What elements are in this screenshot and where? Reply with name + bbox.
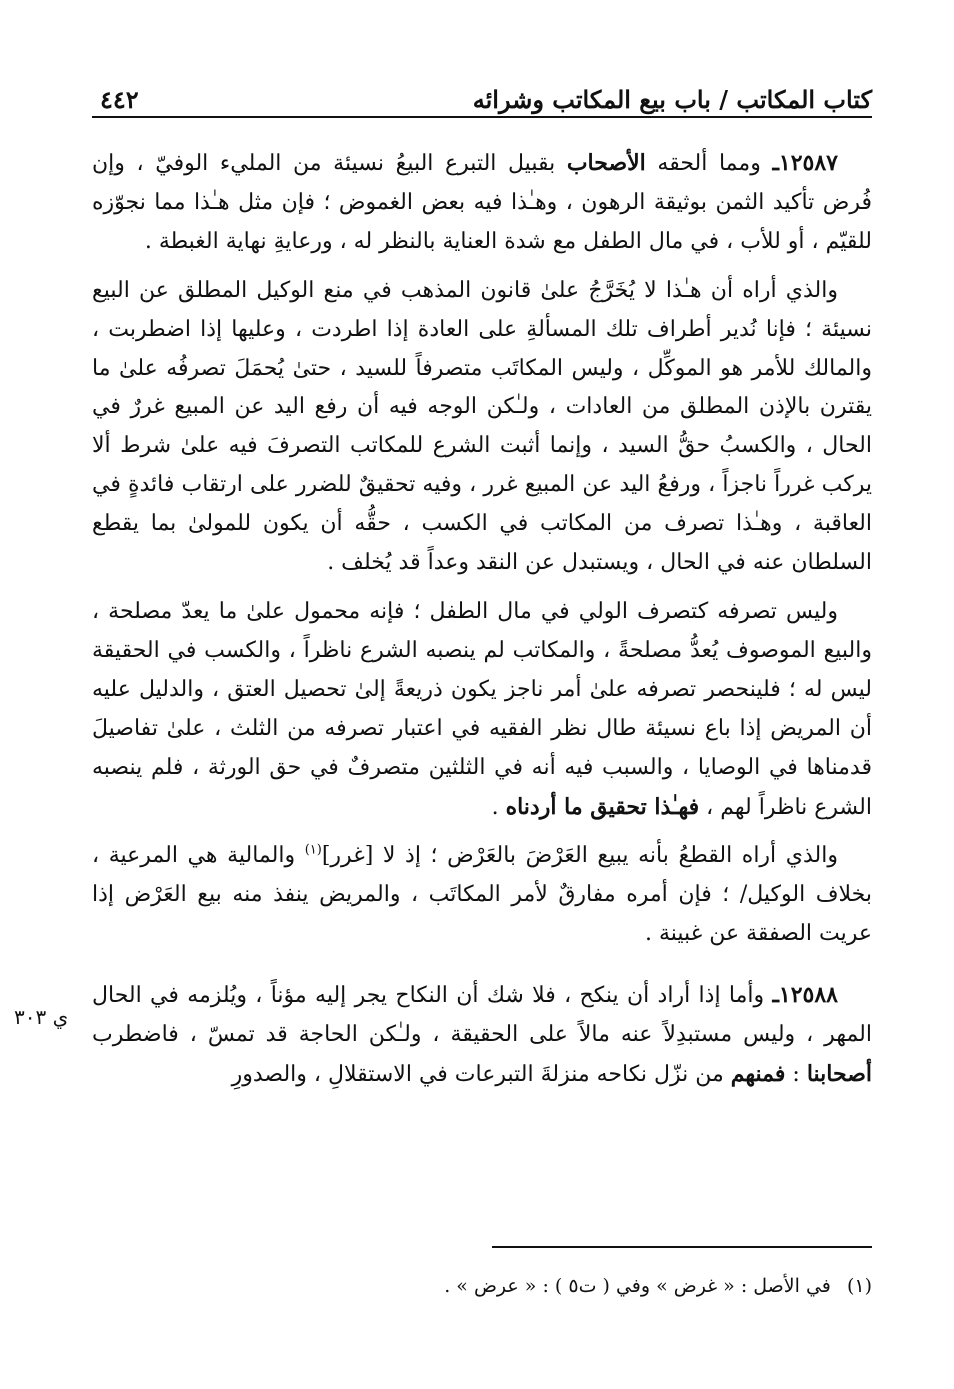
paragraph-12588 — [92, 976, 872, 1095]
bold-phrase: فهـٰذا تحقيق ما أردناه — [505, 793, 700, 820]
book-page — [92, 72, 872, 1105]
footnote-text: في الأصل : « غرض » وفي ( ت٥ ) : « عرض » . — [444, 1275, 831, 1297]
bold-term: الأصحاب — [566, 150, 646, 176]
text-segment: . — [491, 794, 506, 820]
text-segment: بقبيل التبرع البيعُ نسيئة من المليء الوفيّ ، وإن فُرض تأكيد الثمن بوثيقة الرهون ، وهـٰذا فيه بعض الغموض ؛ فإن مثل هـٰذا مما نجوّزه للقيّم ، أو للأب ، في مال الطفل مع شدة العناية بالنظر له ، ورعايةِ نهاية الغبطة . — [92, 151, 872, 254]
paragraph — [92, 837, 872, 954]
paragraph-12587 — [92, 144, 872, 262]
paragraph: والذي أراه أن هـٰذا لا يُخَرَّجُ علىٰ قانون المذهب في منع الوكيل المطلق عن البيع نسيئة ؛ فإنا نُدير أطراف تلك المسألةِ على العادة إذا اطردت ، وعليها إذا اضطربت ، والمالك للأمر هو الموكِّل ، وليس المكاتَب متصرفاً للسيد ، حتىٰ يُحمَلَ تصرفُه علىٰ ما يقترن بالإذن المطلق من العادات ، ولـٰكن الوجه فيه أن رفع اليد عن المبيع غررٌ في الحال ، والكسبُ حقُّ السيد ، وإنما أثبت الشرع للمكاتب التصرفَ فيه علىٰ شرط ألا يركب غرراً ناجزاً ، ورفعُ اليد عن المبيع غرر ، وفيه تحقيقٌ للضرر على ارتقاب فائدةٍ في العاقبة ، وهـٰذا تصرف من المكاتب في الكسب ، حقُّه أن يكون للمولىٰ بما يقطع السلطان عنه في الحال ، ويستبدل عن النقد وعداً قد يُخلف . — [92, 277, 872, 576]
paragraph-number: ١٢٥٨٨ـ — [772, 982, 838, 1009]
main-text — [92, 144, 872, 1095]
bold-term: فمنهم — [730, 1060, 786, 1087]
text-segment: ومما ألحقه — [645, 151, 761, 176]
text-segment: من نزّل نكاحه منزلةَ التبرعات في الاستقلالِ ، والصدورِ — [231, 1061, 731, 1087]
text-segment: والمالية هي المرعية ، بخلاف الوكيل/ ؛ فإن أمره مفارقٌ لأمر المكاتَب ، والمريض ينفذ منه بيع العَرْض إذا عريت الصفقة عن غبينة . — [92, 843, 872, 947]
header-title: كتاب المكاتب / باب بيع المكاتب وشرائه — [472, 85, 872, 114]
text-segment: وأما إذا أراد أن ينكح ، فلا شك أن النكاح يجر إليه مؤناً ، ويُلزمه في الحال المهر ، وليس مستبدِلاً عنه مالاً على الحقيقة ، ولـٰكن الحاجة قد تمسّ ، فاضطرب — [92, 983, 872, 1048]
footnote — [92, 1272, 872, 1300]
manuscript-folio-note: ي ٣٠٣ — [14, 1005, 69, 1029]
text-segment: وليس تصرفه كتصرف الولي في مال الطفل ؛ فإنه محمول علىٰ ما يعدّ مصلحة ، والبيع الموصوف يُعدُّ مصلحةً ، والمكاتب لم ينصبه الشرع ناظراً ، والكسب في الحقيقة ليس له ؛ فلينحصر تصرفه علىٰ أمر ناجز يكون ذريعةً إلىٰ تحصيل العتق ، والدليل عليه أن المريض إذا باع نسيئة طال نظر الفقيه في اعتبار تصرفه من الثلث ، علىٰ تفاصيلَ قدمناها في الوصايا ، والسبب فيه أنه في الثلثين متصرفٌ في حق الورثة ، فلم ينصبه الشرع ناظراً لهم ، — [92, 598, 872, 820]
text-segment: : — [785, 1061, 807, 1087]
footnote-divider — [492, 1246, 872, 1248]
page-number: ٤٤٢ — [100, 85, 139, 114]
running-header — [92, 72, 872, 118]
bold-term: أصحابنا — [806, 1060, 872, 1087]
paragraph — [92, 593, 872, 827]
footnote-reference[interactable]: (١) — [304, 843, 322, 859]
footnote-number: (١) — [846, 1275, 872, 1297]
paragraph-number: ١٢٥٨٧ـ — [772, 150, 838, 176]
text-segment: والذي أراه القطعُ بأنه يبيع العَرْضَ بالعَرْض ؛ إذ لا [غرر] — [321, 843, 838, 869]
